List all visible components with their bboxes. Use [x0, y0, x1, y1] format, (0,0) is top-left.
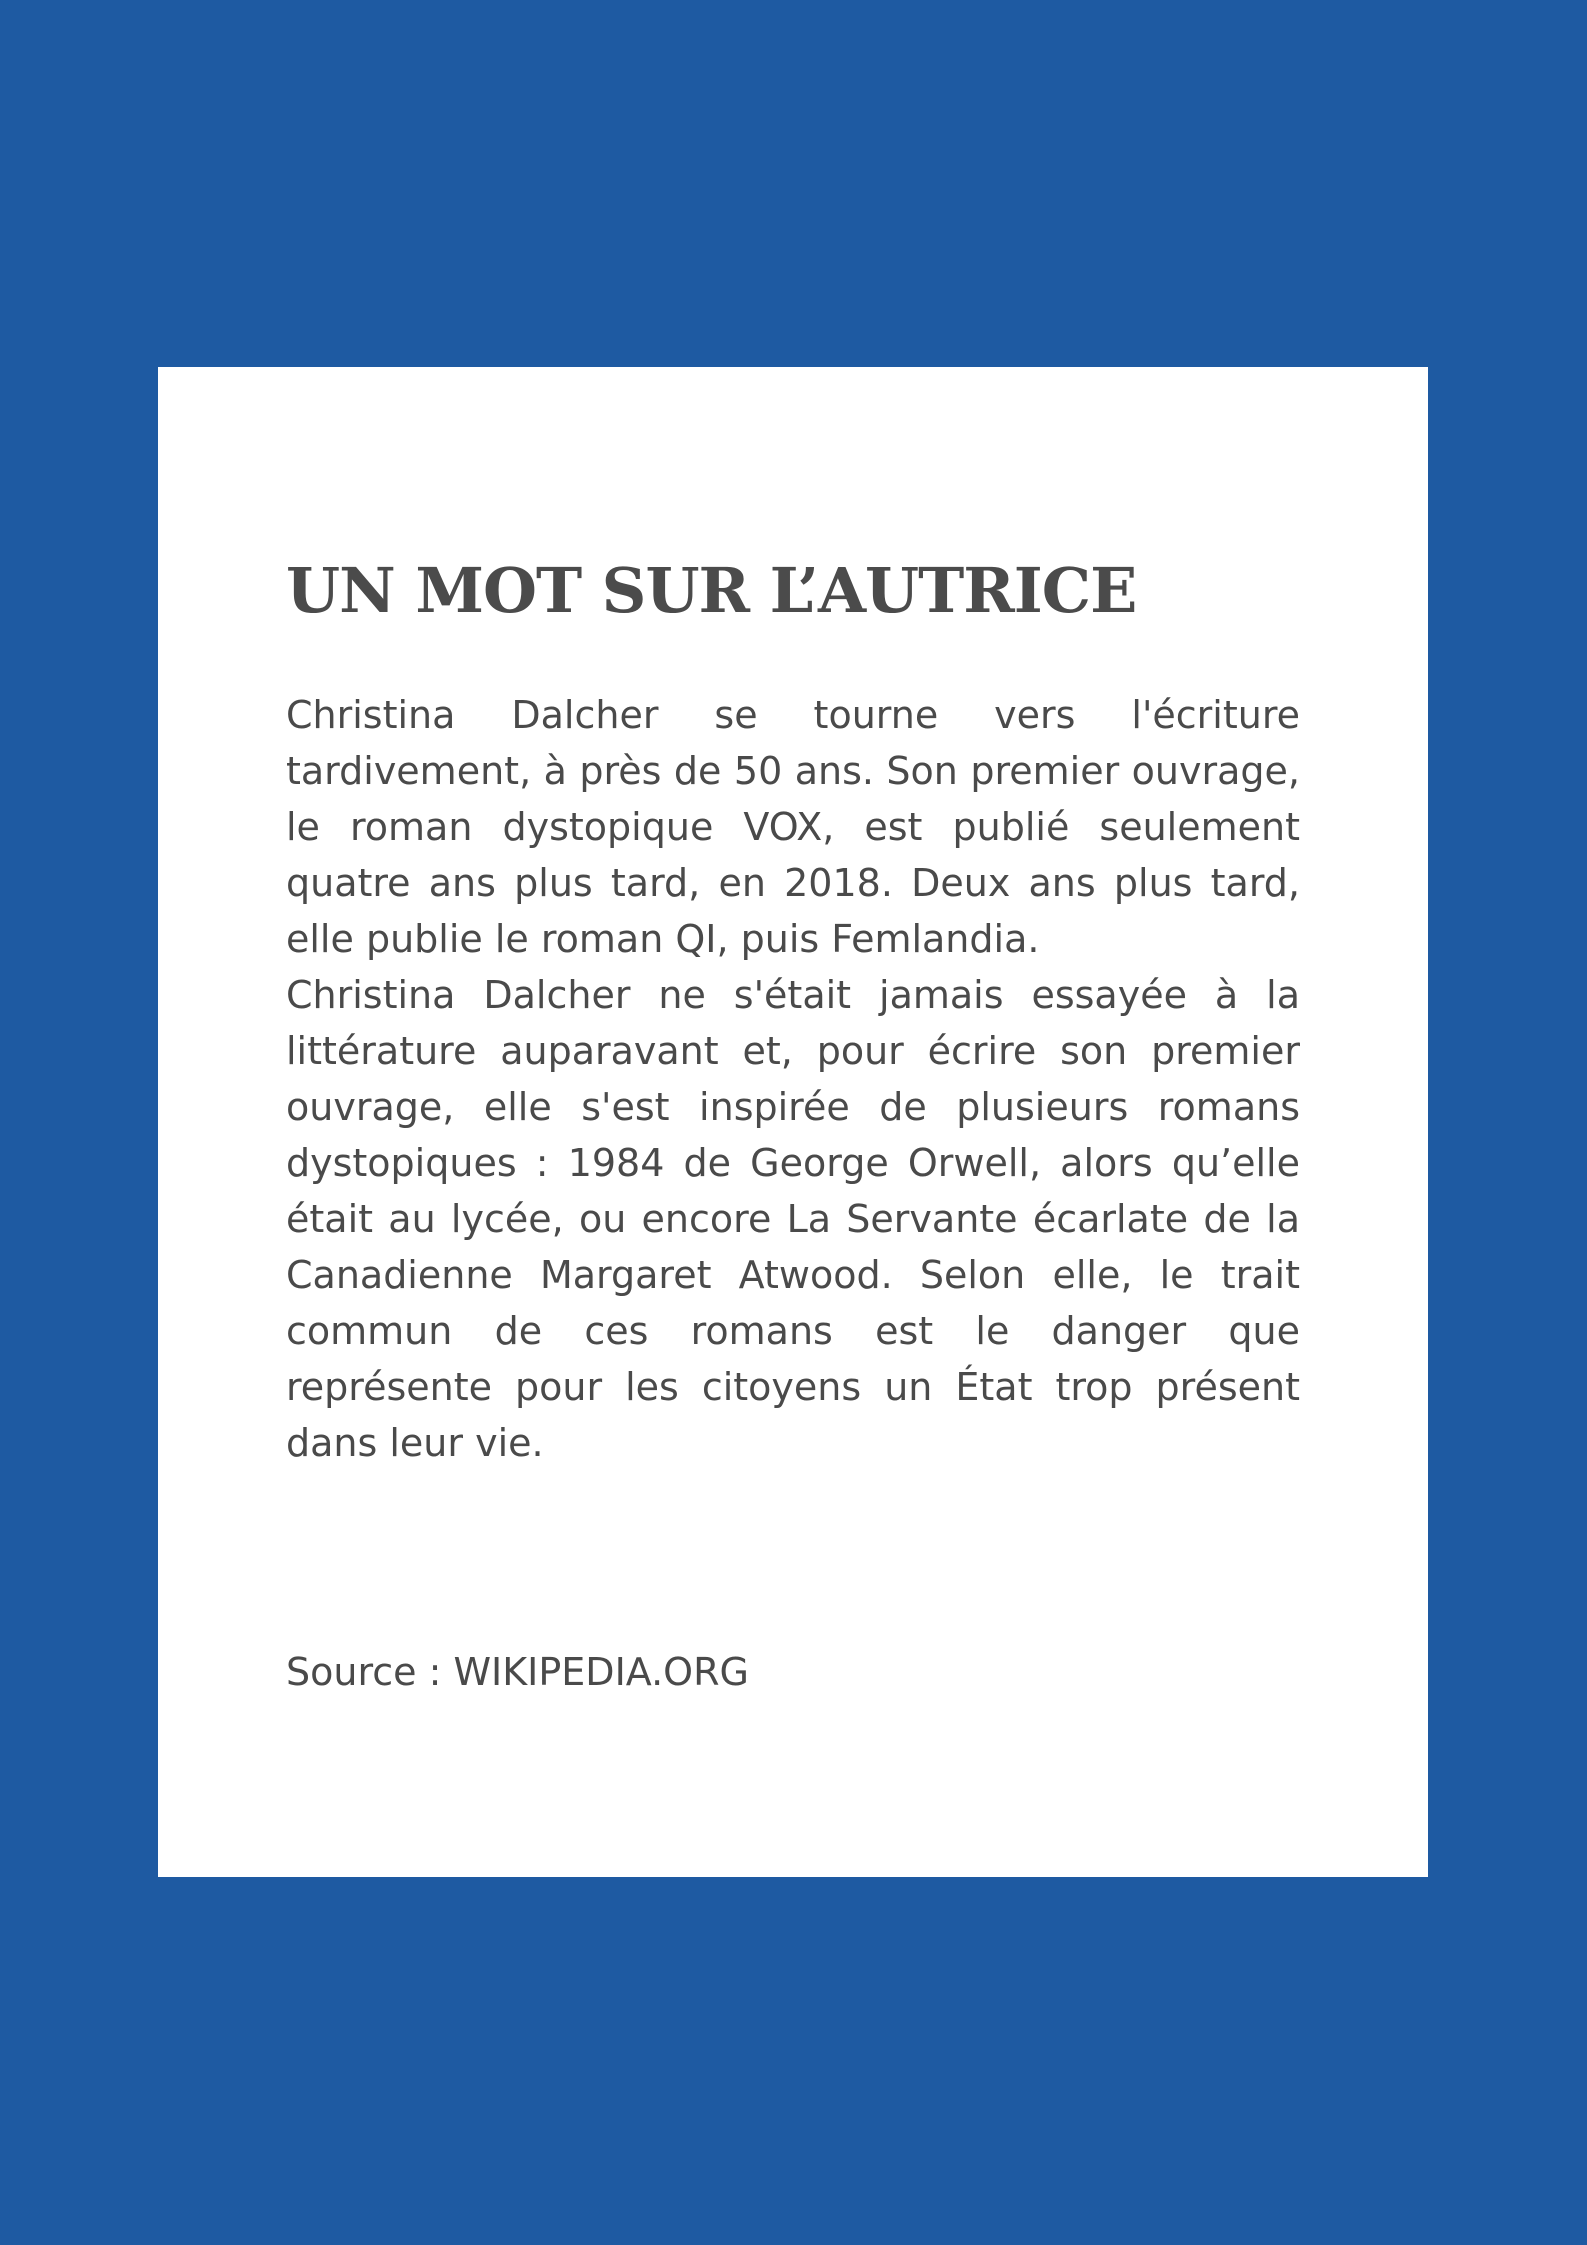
- paragraph-1: Christina Dalcher se tourne vers l'écriture tardivement, à près de 50 ans. Son premier ouvrage, le roman dystopique VOX, est publié seulement quatre ans plus tard, en 2018. Deux ans plus tard, elle publie le roman QI, puis Femlandia.: [286, 693, 1300, 962]
- page-title: UN MOT SUR L’AUTRICE: [286, 554, 1137, 627]
- source-credit: Source : WIKIPEDIA.ORG: [286, 1650, 749, 1694]
- content-card: [158, 367, 1428, 1877]
- article-body: [286, 554, 1300, 1471]
- paragraph-2: Christina Dalcher ne s'était jamais essayée à la littérature auparavant et, pour écrire son premier ouvrage, elle s'est inspirée de plusieurs romans dystopiques : 1984 de George Orwell, alors qu’elle était au lycée, ou encore La Servante écarlate de la Canadienne Margaret Atwood. Selon elle, le trait commun de ces romans est le danger que représente pour les citoyens un État trop présent dans leur vie.: [286, 973, 1300, 1466]
